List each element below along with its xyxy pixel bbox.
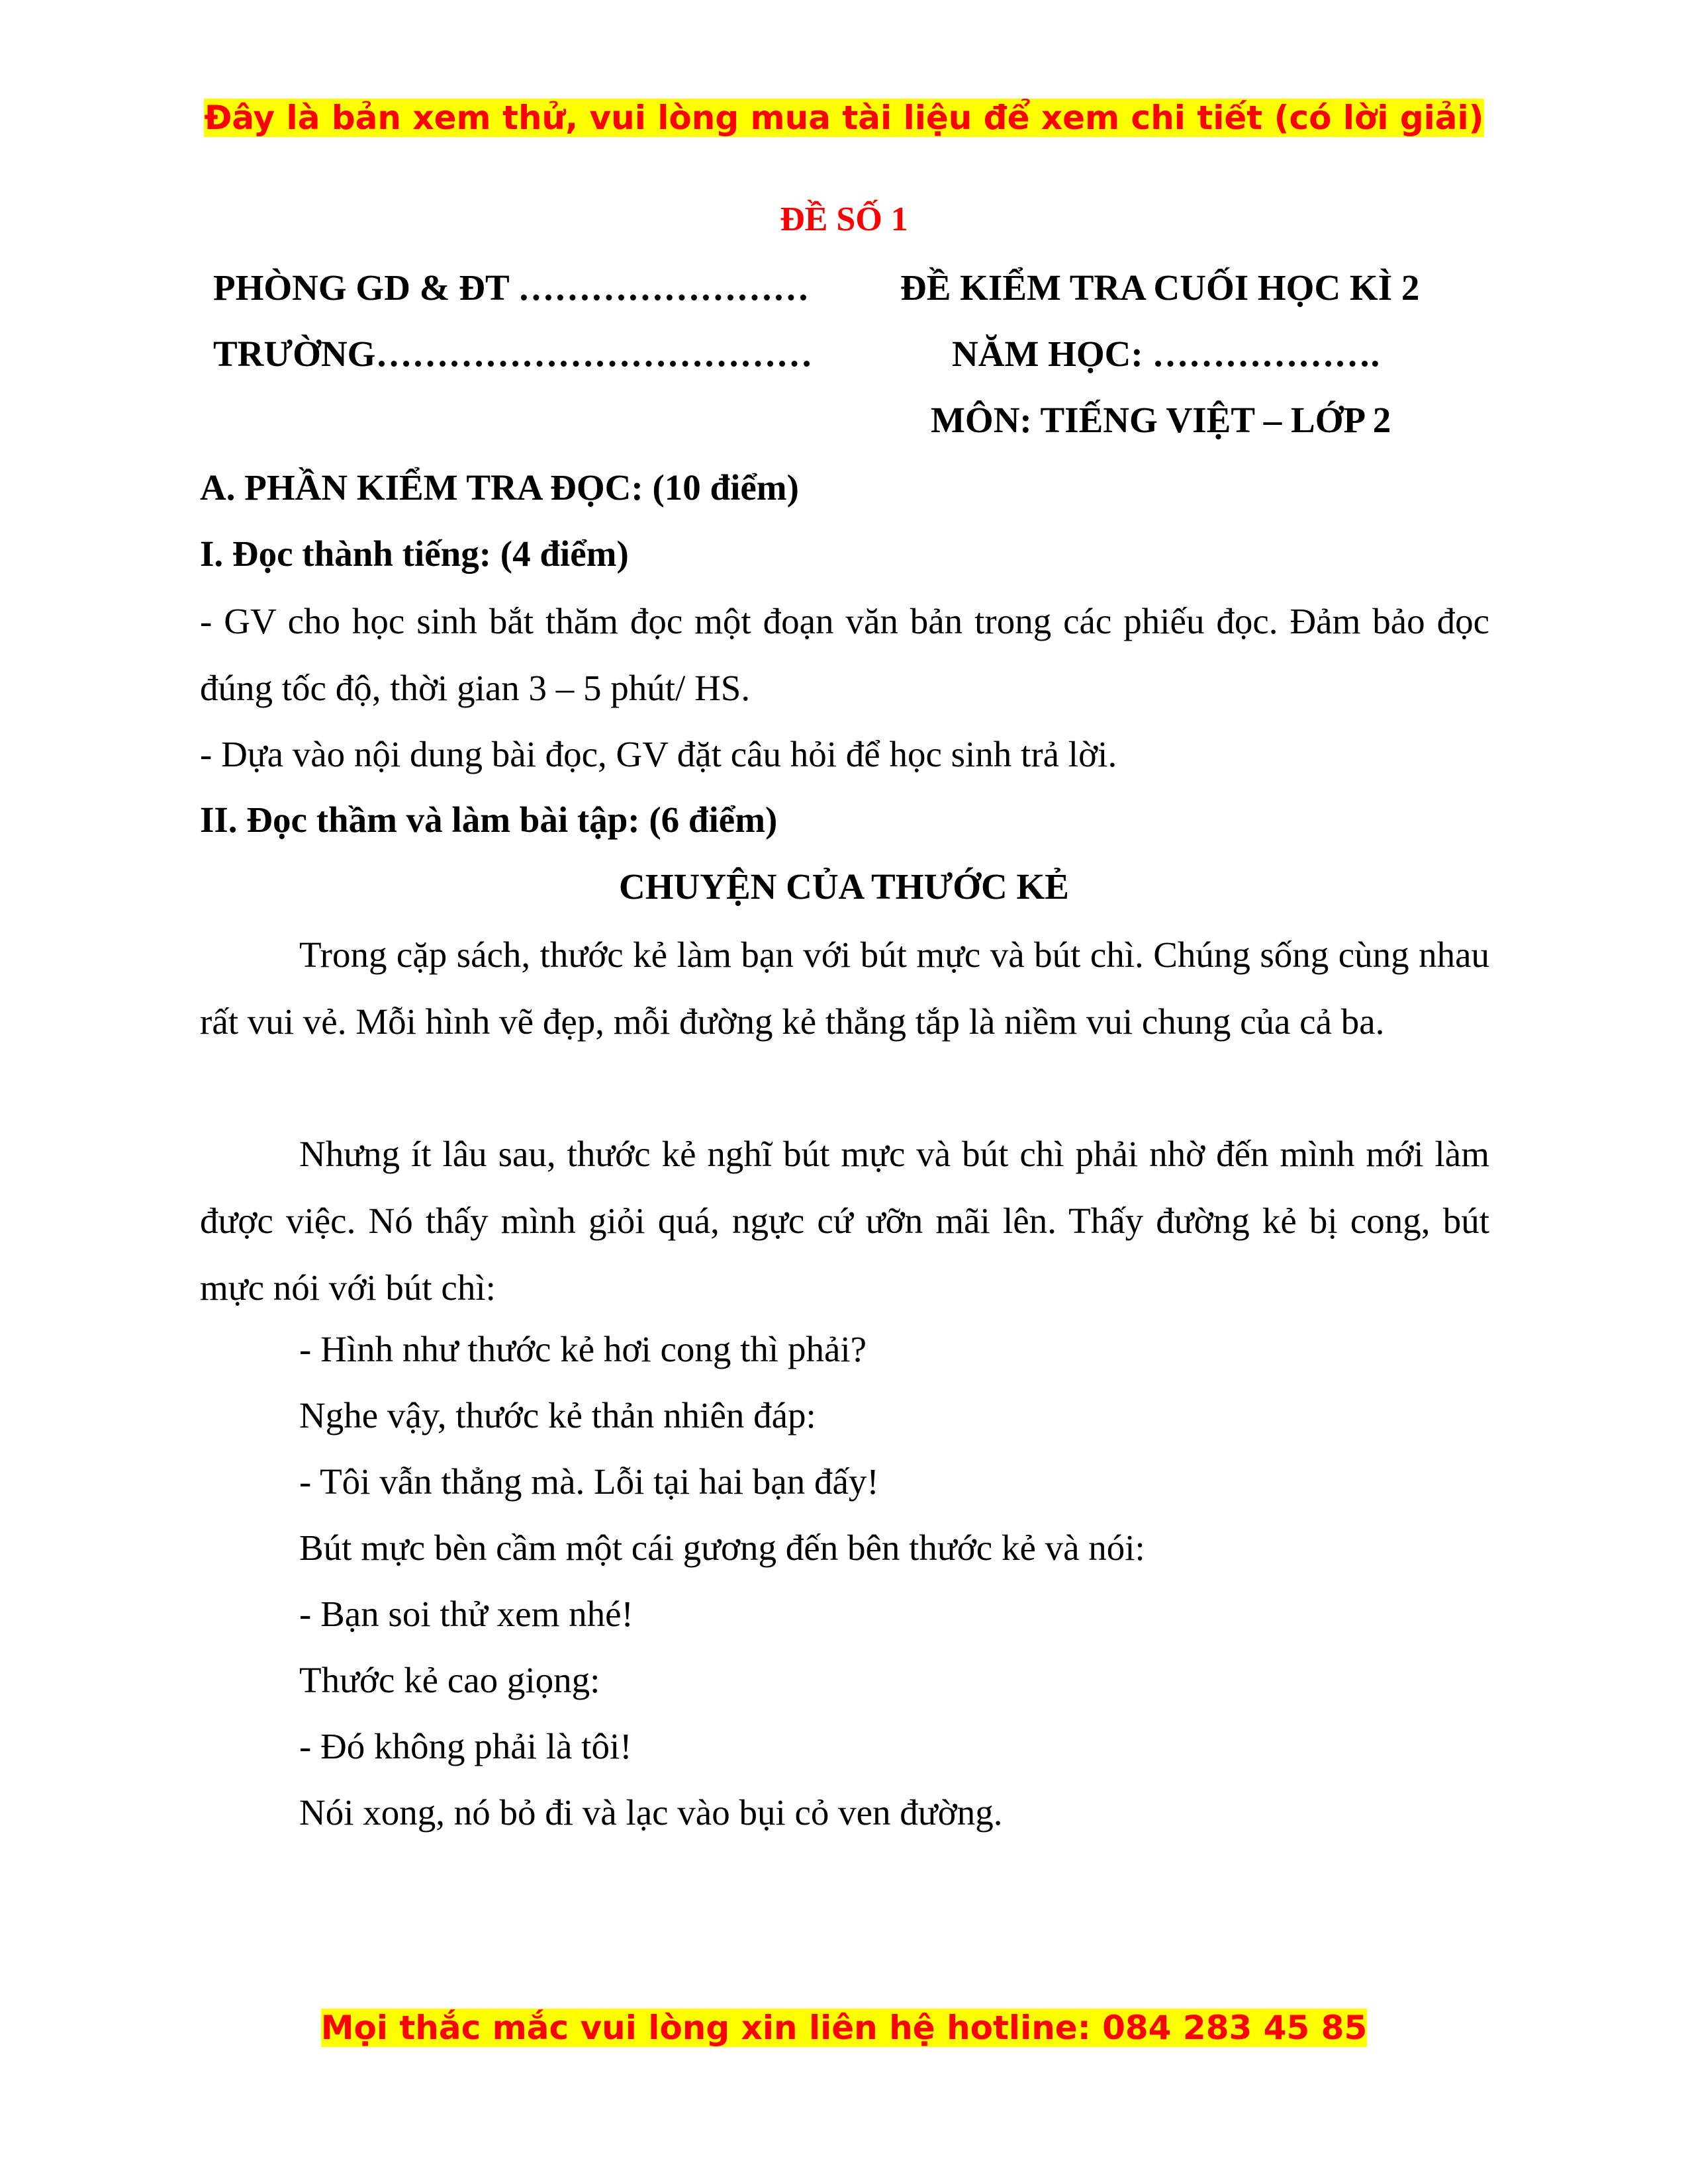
story-line: Bút mực bèn cầm một cái gương đến bên thước kẻ và nói: <box>299 1527 1145 1568</box>
story-line: - Hình như thước kẻ hơi cong thì phải? <box>299 1329 867 1369</box>
story-line: - Bạn soi thử xem nhé! <box>299 1594 633 1634</box>
hotline-banner <box>0 2008 1688 2048</box>
exam-number-title: ĐỀ SỐ 1 <box>780 201 908 238</box>
story-line: Thước kẻ cao giọng: <box>299 1660 600 1700</box>
hotline-text: Mọi thắc mắc vui lòng xin liên hệ hotline: 084 283 45 85 <box>320 2009 1368 2047</box>
story-line: Nghe vậy, thước kẻ thản nhiên đáp: <box>299 1395 816 1435</box>
story-paragraph-1: Trong cặp sách, thước kẻ làm bạn với bút mực và bút chì. Chúng sống cùng nhau rất vui vẻ. Mỗi hình vẽ đẹp, mỗi đường kẻ thẳng tắp là niềm vui chung của cả ba. <box>200 934 1489 1042</box>
section-i-instruction-1: - GV cho học sinh bắt thăm đọc một đoạn văn bản trong các phiếu đọc. Đảm bảo đọc đúng tốc độ, thời gian 3 – 5 phút/ HS. <box>200 601 1489 708</box>
preview-notice-banner <box>0 98 1688 138</box>
section-i-heading: I. Đọc thành tiếng: (4 điểm) <box>200 533 629 574</box>
story-title: CHUYỆN CỦA THƯỚC KẺ <box>619 866 1069 907</box>
story-paragraph-2: Nhưng ít lâu sau, thước kẻ nghĩ bút mực và bút chì phải nhờ đến mình mới làm được việc. Nó thấy mình giỏi quá, ngực cứ ưỡn mãi lên. Thấy đường kẻ bị cong, bút mực nói với bút chì: <box>200 1134 1489 1308</box>
department-line: PHÒNG GD & ĐT …………………… <box>213 267 810 308</box>
subject-line: MÔN: TIẾNG VIỆT – LỚP 2 <box>931 400 1391 440</box>
section-a-heading: A. PHẦN KIỂM TRA ĐỌC: (10 điểm) <box>200 467 799 508</box>
section-i-instruction-2: - Dựa vào nội dung bài đọc, GV đặt câu hỏi để học sinh trả lời. <box>200 734 1117 774</box>
school-year-line: NĂM HỌC: ………………. <box>952 334 1380 374</box>
story-line: - Đó không phải là tôi! <box>299 1726 632 1766</box>
school-line: TRƯỜNG……………………………… <box>213 334 813 374</box>
story-line: - Tôi vẫn thẳng mà. Lỗi tại hai bạn đấy! <box>299 1461 879 1502</box>
story-line: Nói xong, nó bỏ đi và lạc vào bụi cỏ ven đường. <box>299 1792 1003 1833</box>
section-ii-heading: II. Đọc thầm và làm bài tập: (6 điểm) <box>200 799 778 840</box>
preview-notice-text: Đây là bản xem thử, vui lòng mua tài liệu để xem chi tiết (có lời giải) <box>204 99 1484 137</box>
exam-title-line: ĐỀ KIỂM TRA CUỐI HỌC KÌ 2 <box>900 267 1420 308</box>
